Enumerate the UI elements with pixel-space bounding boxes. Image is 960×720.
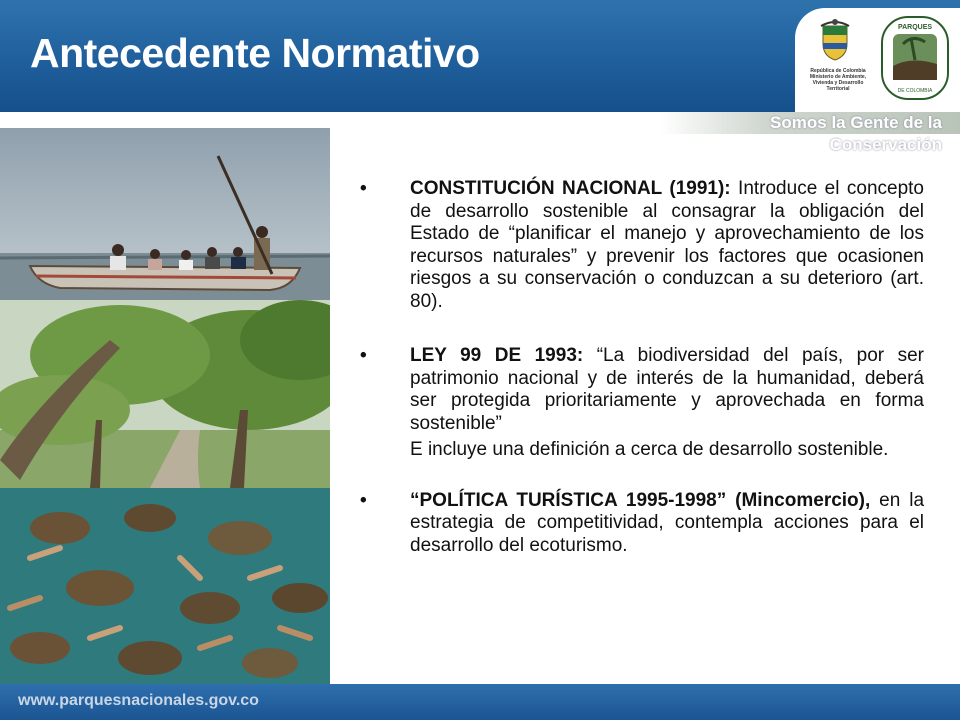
list-item [360, 178, 924, 313]
item-extra-text: E incluye una definición a cerca de desarrollo sostenible. [410, 439, 889, 460]
tagline: Somos la Gente de la Conservación [660, 112, 960, 134]
item-label: “POLÍTICA TURÍSTICA 1995-1998” (Mincomercio), [410, 489, 871, 511]
bullet-icon: • [360, 178, 367, 199]
colombia-coat-of-arms-icon [817, 18, 853, 62]
bullet-icon: • [360, 489, 367, 511]
item-text: “La biodiversidad del país, por ser patrimonio nacional y de interés de la humanidad, deberá ser protegida prioritariamente y aprovechada en forma sostenible” [410, 345, 924, 434]
footer-url: www.parquesnacionales.gov.co [18, 692, 259, 709]
page-title: Antecedente Normativo [30, 30, 480, 76]
footer-bar [0, 684, 960, 720]
list-item [360, 490, 924, 558]
item-label: CONSTITUCIÓN NACIONAL (1991): [410, 178, 731, 199]
header-bar [0, 0, 960, 112]
item-text: Introduce el concepto de desarrollo sostenible al consagrar la obligación del Estado de “planificar el manejo y aprovechamiento de los recursos naturales” y prevenir los factores que ocasionen riesgos a su conservación o conduzcan a su deterioro (art. 80). [410, 178, 924, 312]
ministry-text: República de Colombia Ministerio de Ambiente, Vivienda y Desarrollo Territorial [809, 68, 867, 92]
list-item [360, 345, 924, 435]
svg-text:DE COLOMBIA: DE COLOMBIA [897, 88, 933, 94]
item-text: en la estrategia de competitividad, contempla acciones para el desarrollo del ecoturismo. [410, 489, 925, 556]
canoe-photo [0, 128, 330, 300]
logo-panel [795, 8, 960, 112]
item-label: LEY 99 DE 1993: [410, 345, 584, 366]
sea-turtles-photo [0, 488, 330, 684]
svg-text:PARQUES: PARQUES [897, 24, 933, 31]
content-list [360, 178, 924, 579]
photo-column [0, 128, 330, 684]
bullet-icon: • [360, 345, 367, 366]
parques-nacionales-logo-icon [881, 16, 949, 100]
mangrove-photo [0, 300, 330, 488]
